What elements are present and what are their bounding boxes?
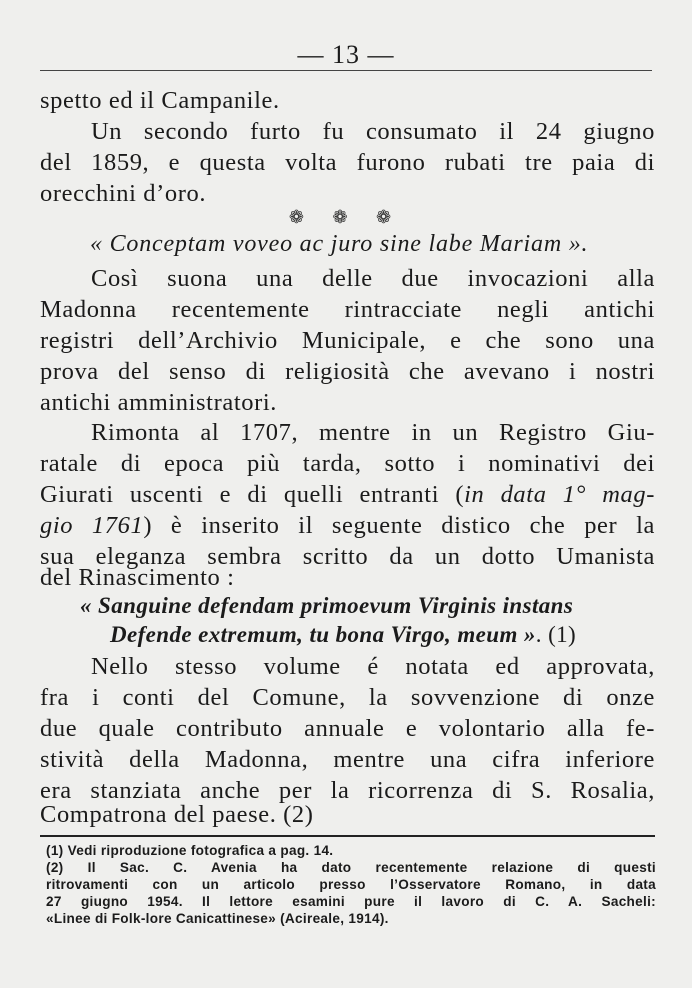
body-line: spetto ed il Campanile. (40, 87, 280, 114)
body-line: due quale contributo annuale e volontario alla fe- (40, 715, 655, 742)
distich-text: Defende extremum, tu bona Virgo, meum » (110, 622, 536, 647)
date-italic: gio 1761 (40, 512, 144, 539)
header-rule (40, 70, 652, 71)
body-line: Così suona una delle due invocazioni alla (91, 265, 655, 292)
body-text: ) è inserito il seguente distico che per la (143, 512, 655, 539)
body-line: fra i conti del Comune, la sovvenzione di onze (40, 684, 655, 711)
body-line: stività della Madonna, mentre una cifra inferiore (40, 746, 655, 773)
body-line: orecchini d’oro. (40, 180, 207, 207)
body-line: Un secondo furto fu consumato il 24 giugno (91, 118, 655, 145)
body-line: ratale di epoca più tarda, sotto i nominativi dei (40, 450, 655, 477)
body-line (40, 480, 655, 511)
body-line: antichi amministratori. (40, 389, 277, 416)
body-line: Rimonta al 1707, mentre in un Registro Giu- (91, 419, 655, 446)
latin-invocation: « Conceptam voveo ac juro sine labe Mariam ». (90, 231, 589, 257)
body-line: Nello stesso volume é notata ed approvata, (91, 653, 655, 680)
date-italic: in data 1° mag- (464, 481, 655, 508)
footnote-ref: . (1) (535, 622, 577, 647)
footnote-2-line: 27 giugno 1954. Il lettore esamini pure il lavoro di C. A. Sacheli: (46, 894, 656, 909)
body-line: del Rinascimento : (40, 564, 235, 591)
body-line: era stanziata anche per la ricorrenza di S. Rosalia, (40, 777, 655, 804)
ornament-divider: ❁ ❁ ❁ (288, 207, 404, 227)
footnote-2-line: ritrovamenti con un articolo presso l’Osservatore Romano, in data (46, 877, 656, 892)
latin-distich-line-1: « Sanguine defendam primoevum Virginis instans (80, 593, 574, 618)
latin-distich-line-2 (110, 622, 660, 648)
body-line: del 1859, e questa volta furono rubati tre paia di (40, 149, 655, 176)
footnote-2-line: (2) Il Sac. C. Avenia ha dato recentemente relazione di questi (46, 860, 656, 875)
body-line: Madonna recentemente rintracciate negli antichi (40, 296, 655, 323)
body-line: Compatrona del paese. (2) (40, 801, 314, 828)
body-line: prova del senso di religiosità che avevano i nostri (40, 358, 655, 385)
footnote-2-line: «Linee di Folk-lore Canicattinese» (Acireale, 1914). (46, 911, 389, 926)
body-text: Giurati uscenti e di quelli entranti ( (40, 481, 465, 508)
body-line (40, 511, 655, 542)
footnote-1: (1) Vedi riproduzione fotografica a pag. 14. (46, 843, 334, 858)
page-number: — 13 — (297, 40, 395, 69)
body-line: sua eleganza sembra scritto da un dotto Umanista (40, 543, 655, 570)
footnote-rule (40, 835, 655, 837)
body-line: registri dell’Archivio Municipale, e che sono una (40, 327, 655, 354)
